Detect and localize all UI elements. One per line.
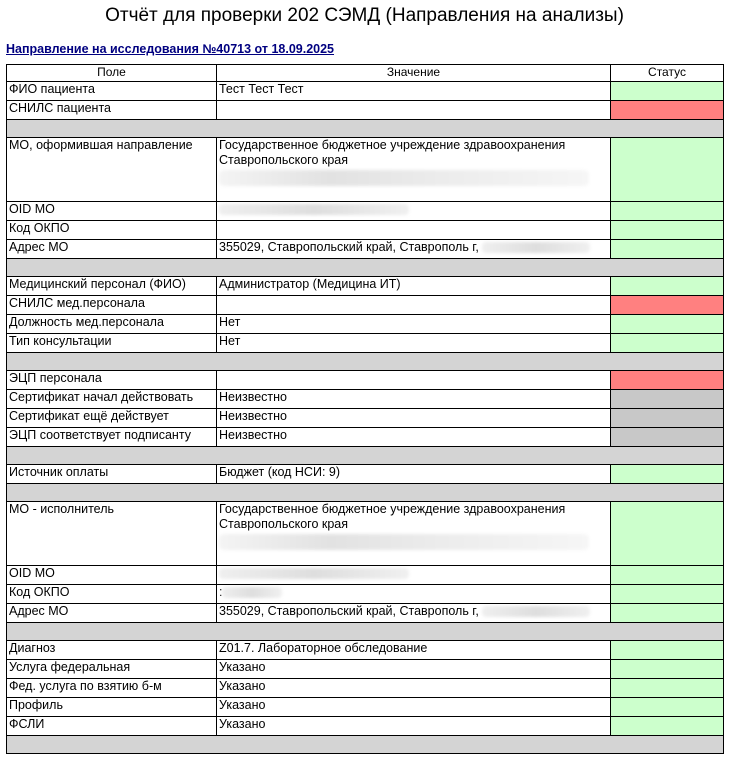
row-fsli bbox=[7, 717, 724, 736]
field-value: Указано bbox=[217, 679, 611, 698]
status-cell bbox=[611, 277, 724, 296]
column-header-value: Значение bbox=[217, 65, 611, 82]
field-value: Бюджет (код НСИ: 9) bbox=[217, 465, 611, 484]
row-signature bbox=[7, 371, 724, 390]
field-label: ФСЛИ bbox=[7, 717, 217, 736]
status-cell bbox=[611, 371, 724, 390]
status-cell bbox=[611, 409, 724, 428]
section-separator bbox=[7, 259, 724, 277]
page-title: Отчёт для проверки 202 СЭМД (Направления на анализы) bbox=[105, 5, 624, 26]
field-value bbox=[217, 502, 611, 566]
field-label: OID МО bbox=[7, 566, 217, 585]
field-label: Адрес МО bbox=[7, 240, 217, 259]
status-cell bbox=[611, 717, 724, 736]
field-value bbox=[217, 240, 611, 259]
field-label: МО, оформившая направление bbox=[7, 138, 217, 202]
value-line: Ставропольского края bbox=[219, 517, 349, 531]
status-cell bbox=[611, 428, 724, 447]
okpo-text: : bbox=[219, 585, 223, 599]
redacted-text bbox=[482, 242, 590, 253]
field-label: СНИЛС мед.персонала bbox=[7, 296, 217, 315]
field-label: Должность мед.персонала bbox=[7, 315, 217, 334]
field-label: Сертификат ещё действует bbox=[7, 409, 217, 428]
field-value bbox=[217, 566, 611, 585]
row-fed-service-sampling bbox=[7, 679, 724, 698]
row-patient-name bbox=[7, 82, 724, 101]
field-label: Адрес МО bbox=[7, 604, 217, 623]
field-value bbox=[217, 371, 611, 390]
field-value: Тест Тест Тест bbox=[217, 82, 611, 101]
value-line: Государственное бюджетное учреждение здравоохранения bbox=[219, 138, 566, 152]
field-value: Z01.7. Лабораторное обследование bbox=[217, 641, 611, 660]
row-patient-snils bbox=[7, 101, 724, 120]
column-header-field: Поле bbox=[7, 65, 217, 82]
section-separator bbox=[7, 736, 724, 754]
redacted-text bbox=[219, 204, 409, 215]
status-cell bbox=[611, 221, 724, 240]
row-profile bbox=[7, 698, 724, 717]
status-cell bbox=[611, 566, 724, 585]
row-executor-oid bbox=[7, 566, 724, 585]
column-header-status: Статус bbox=[611, 65, 724, 82]
section-separator bbox=[7, 353, 724, 371]
status-cell bbox=[611, 502, 724, 566]
row-staff-name bbox=[7, 277, 724, 296]
redacted-text bbox=[222, 587, 282, 598]
status-cell bbox=[611, 82, 724, 101]
status-cell bbox=[611, 315, 724, 334]
field-label: Сертификат начал действовать bbox=[7, 390, 217, 409]
field-label: OID МО bbox=[7, 202, 217, 221]
row-executor-address bbox=[7, 604, 724, 623]
row-federal-service bbox=[7, 660, 724, 679]
field-label: Код ОКПО bbox=[7, 585, 217, 604]
row-diagnosis bbox=[7, 641, 724, 660]
row-referring-oid bbox=[7, 202, 724, 221]
row-referring-mo bbox=[7, 138, 724, 202]
field-value: Нет bbox=[217, 315, 611, 334]
status-cell bbox=[611, 641, 724, 660]
field-value bbox=[217, 221, 611, 240]
field-label: МО - исполнитель bbox=[7, 502, 217, 566]
row-referring-okpo bbox=[7, 221, 724, 240]
status-cell bbox=[611, 465, 724, 484]
field-label: ФИО пациента bbox=[7, 82, 217, 101]
field-value: Указано bbox=[217, 660, 611, 679]
status-cell bbox=[611, 604, 724, 623]
field-value bbox=[217, 202, 611, 221]
row-executor-mo bbox=[7, 502, 724, 566]
row-executor-okpo bbox=[7, 585, 724, 604]
row-staff-snils bbox=[7, 296, 724, 315]
status-cell bbox=[611, 240, 724, 259]
status-cell bbox=[611, 101, 724, 120]
field-value: Неизвестно bbox=[217, 409, 611, 428]
status-cell bbox=[611, 390, 724, 409]
field-value: Неизвестно bbox=[217, 390, 611, 409]
field-value: Неизвестно bbox=[217, 428, 611, 447]
field-label: Код ОКПО bbox=[7, 221, 217, 240]
field-value: Администратор (Медицина ИТ) bbox=[217, 277, 611, 296]
status-cell bbox=[611, 698, 724, 717]
redacted-text bbox=[219, 170, 589, 186]
field-label: Медицинский персонал (ФИО) bbox=[7, 277, 217, 296]
field-label: Диагноз bbox=[7, 641, 217, 660]
field-label: Фед. услуга по взятию б-м bbox=[7, 679, 217, 698]
field-label: Источник оплаты bbox=[7, 465, 217, 484]
row-sig-match bbox=[7, 428, 724, 447]
redacted-text bbox=[482, 606, 590, 617]
field-value: Указано bbox=[217, 698, 611, 717]
status-cell bbox=[611, 660, 724, 679]
redacted-text bbox=[219, 534, 589, 550]
status-cell bbox=[611, 679, 724, 698]
field-value bbox=[217, 604, 611, 623]
row-referring-address bbox=[7, 240, 724, 259]
redacted-text bbox=[219, 568, 409, 579]
row-staff-position bbox=[7, 315, 724, 334]
row-payment-source bbox=[7, 465, 724, 484]
field-value bbox=[217, 101, 611, 120]
field-value bbox=[217, 585, 611, 604]
validation-report-table bbox=[6, 64, 724, 754]
status-cell bbox=[611, 585, 724, 604]
address-text: 355029, Ставропольский край, Ставрополь г, bbox=[219, 604, 479, 618]
row-consult-type bbox=[7, 334, 724, 353]
status-cell bbox=[611, 334, 724, 353]
field-value bbox=[217, 138, 611, 202]
field-label: СНИЛС пациента bbox=[7, 101, 217, 120]
value-line: Государственное бюджетное учреждение здравоохранения bbox=[219, 502, 566, 516]
section-separator bbox=[7, 447, 724, 465]
address-text: 355029, Ставропольский край, Ставрополь г, bbox=[219, 240, 479, 254]
field-label: ЭЦП персонала bbox=[7, 371, 217, 390]
section-separator bbox=[7, 120, 724, 138]
table-header-row bbox=[7, 65, 724, 82]
field-label: Профиль bbox=[7, 698, 217, 717]
field-label: Услуга федеральная bbox=[7, 660, 217, 679]
referral-document-link[interactable]: Направление на исследования №40713 от 18.09.2025 bbox=[6, 42, 335, 56]
section-separator bbox=[7, 623, 724, 641]
field-label: Тип консультации bbox=[7, 334, 217, 353]
field-value bbox=[217, 296, 611, 315]
status-cell bbox=[611, 202, 724, 221]
row-cert-start bbox=[7, 390, 724, 409]
status-cell bbox=[611, 296, 724, 315]
field-label: ЭЦП соответствует подписанту bbox=[7, 428, 217, 447]
value-line: Ставропольского края bbox=[219, 153, 349, 167]
field-value: Нет bbox=[217, 334, 611, 353]
field-value: Указано bbox=[217, 717, 611, 736]
section-separator bbox=[7, 484, 724, 502]
status-cell bbox=[611, 138, 724, 202]
row-cert-valid bbox=[7, 409, 724, 428]
